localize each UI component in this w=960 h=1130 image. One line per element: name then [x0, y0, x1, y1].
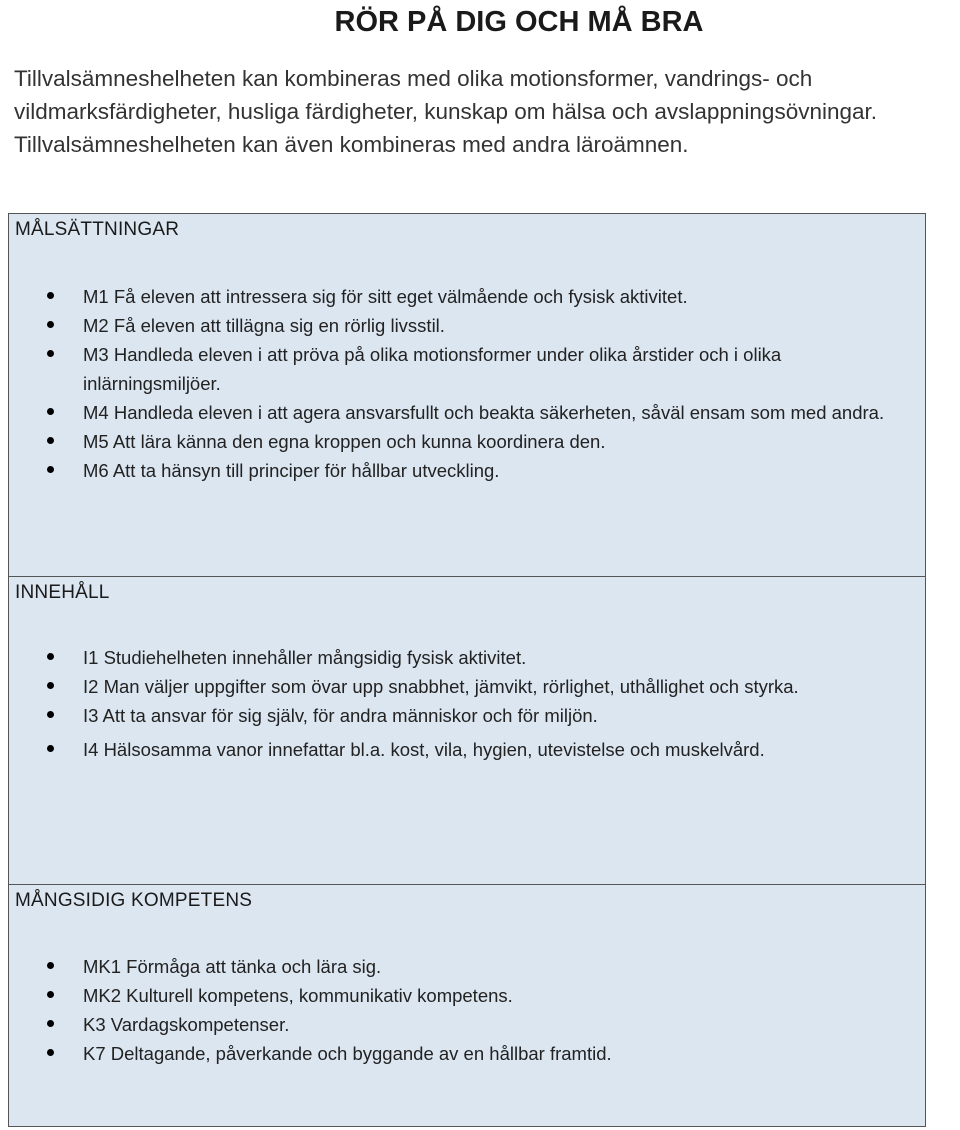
list-item — [9, 1010, 909, 1039]
goal-text: M5 Att lära känna den egna kroppen och kunna koordinera den. — [83, 431, 606, 452]
competence-text: K7 Deltagande, påverkande och byggande av en hållbar framtid. — [83, 1043, 612, 1064]
goal-text: M6 Att ta hänsyn till principer för hållbar utveckling. — [83, 460, 500, 481]
content-heading: INNEHÅLL — [15, 582, 110, 603]
content-text: I2 Man väljer uppgifter som övar upp snabbhet, jämvikt, rörlighet, uthållighet och styrka. — [83, 676, 799, 697]
content-list — [9, 643, 909, 764]
goal-text: M3 Handleda eleven i att pröva på olika motionsformer under olika årstider och i olika inlärningsmiljöer. — [83, 344, 782, 394]
list-item — [9, 735, 909, 764]
competence-list — [9, 952, 909, 1068]
bullet-icon — [47, 962, 54, 969]
content-section — [8, 576, 926, 885]
bullet-icon — [47, 1049, 54, 1056]
list-item — [9, 643, 909, 672]
list-item — [9, 427, 909, 456]
list-item — [9, 282, 909, 311]
goals-list — [9, 282, 909, 485]
content-text: I4 Hälsosamma vanor innefattar bl.a. kost, vila, hygien, utevistelse och muskelvård. — [83, 739, 765, 760]
goals-heading: MÅLSÄTTNINGAR — [15, 219, 180, 240]
goal-text: M4 Handleda eleven i att agera ansvarsfullt och beakta säkerheten, såväl ensam som med andra. — [83, 402, 885, 423]
list-item — [9, 701, 909, 730]
competence-text: K3 Vardagskompetenser. — [83, 1014, 290, 1035]
bullet-icon — [47, 991, 54, 998]
bullet-icon — [47, 745, 54, 752]
page-title: RÖR PÅ DIG OCH MÅ BRA — [334, 6, 704, 38]
list-item — [9, 456, 909, 485]
list-item — [9, 398, 909, 427]
bullet-icon — [47, 408, 54, 415]
competence-section — [8, 884, 926, 1127]
bullet-icon — [47, 292, 54, 299]
goal-text: M2 Få eleven att tillägna sig en rörlig livsstil. — [83, 315, 445, 336]
goal-text: M1 Få eleven att intressera sig för sitt eget välmående och fysisk aktivitet. — [83, 286, 688, 307]
bullet-icon — [47, 321, 54, 328]
bullet-icon — [47, 653, 54, 660]
bullet-icon — [47, 1020, 54, 1027]
competence-text: MK1 Förmåga att tänka och lära sig. — [83, 956, 382, 977]
bullet-icon — [47, 711, 54, 718]
intro-paragraph: Tillvalsämneshelheten kan kombineras med olika motionsformer, vandrings- och vildmarksfärdigheter, husliga färdigheter, kunskap om hälsa och avslappningsövningar. Tillvalsämneshelheten kan även kombineras med andra läroämnen. — [14, 66, 878, 157]
bullet-icon — [47, 437, 54, 444]
list-item — [9, 340, 909, 398]
bullet-icon — [47, 466, 54, 473]
list-item — [9, 981, 909, 1010]
competence-text: MK2 Kulturell kompetens, kommunikativ kompetens. — [83, 985, 513, 1006]
list-item — [9, 952, 909, 981]
list-item — [9, 672, 909, 701]
content-text: I3 Att ta ansvar för sig själv, för andra människor och för miljön. — [83, 705, 598, 726]
bullet-icon — [47, 350, 54, 357]
list-item — [9, 1039, 909, 1068]
competence-heading: MÅNGSIDIG KOMPETENS — [15, 890, 253, 911]
goals-section — [8, 213, 926, 577]
bullet-icon — [47, 682, 54, 689]
list-item — [9, 311, 909, 340]
content-text: I1 Studiehelheten innehåller mångsidig fysisk aktivitet. — [83, 647, 527, 668]
